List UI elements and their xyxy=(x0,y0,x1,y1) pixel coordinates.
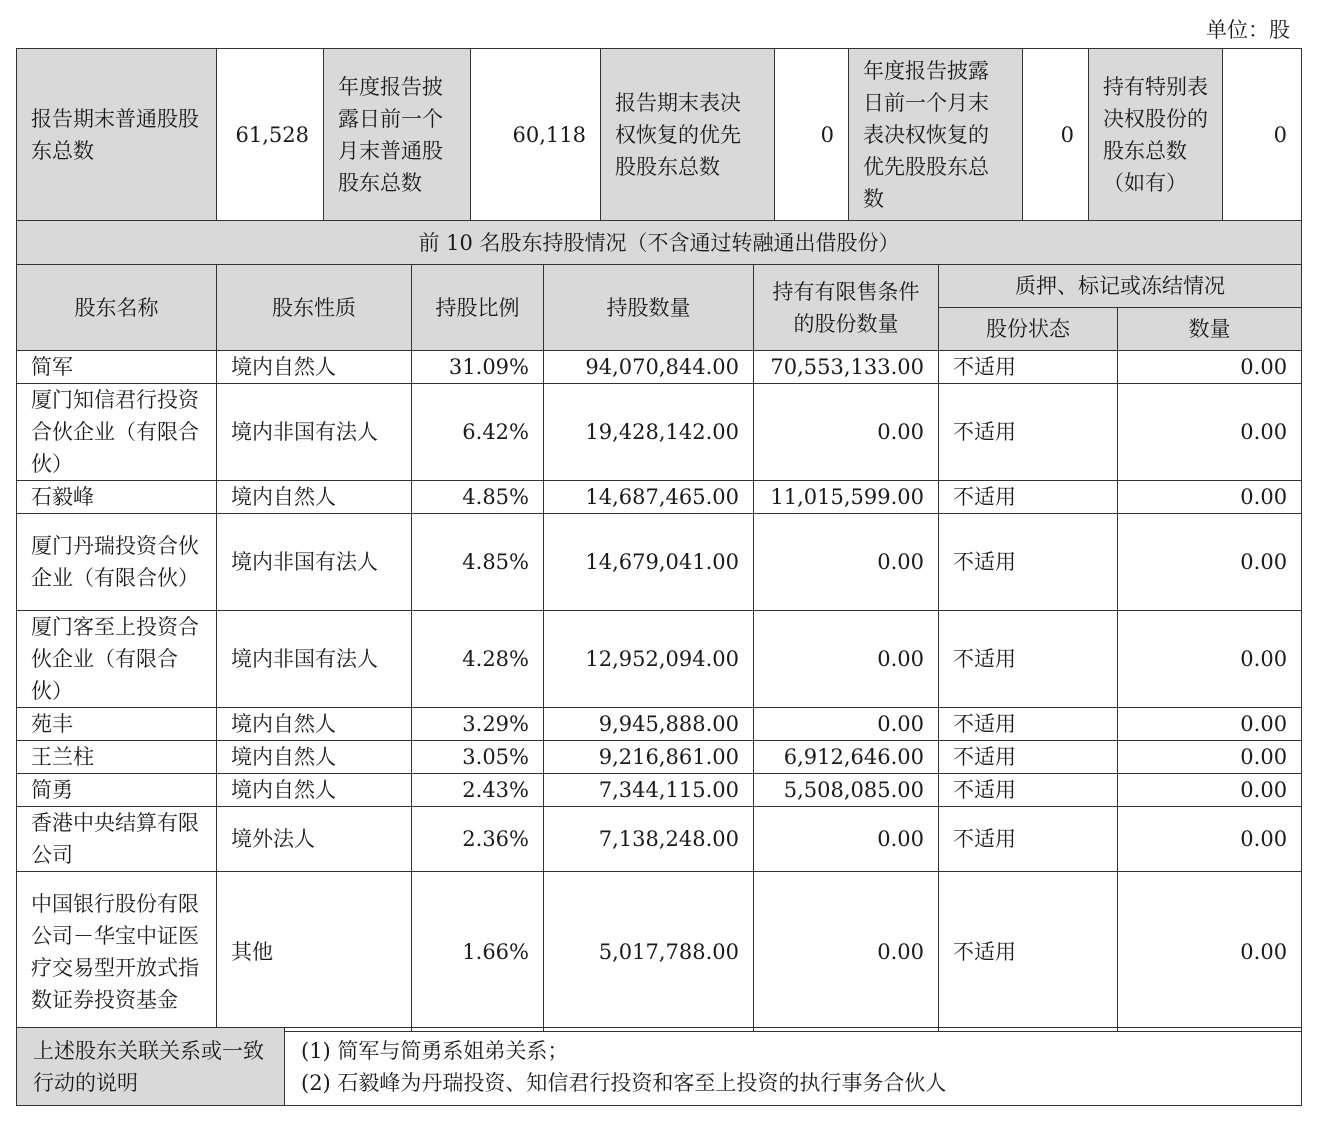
holder-nature-cell: 境外法人 xyxy=(217,807,412,872)
holding-ratio-cell: 4.85% xyxy=(412,514,544,611)
relation-note-content xyxy=(285,1028,1302,1106)
holding-ratio-cell: 1.66% xyxy=(412,872,544,1032)
holding-quantity-cell: 9,216,861.00 xyxy=(544,741,754,774)
holder-name-cell: 厦门丹瑞投资合伙企业（有限合伙） xyxy=(17,514,217,611)
unit-label: 单位：股 xyxy=(1206,18,1290,42)
table-row xyxy=(17,774,1302,807)
table-row xyxy=(17,872,1302,1032)
holding-quantity-cell: 14,687,465.00 xyxy=(544,481,754,514)
holder-name-cell: 厦门客至上投资合伙企业（有限合伙） xyxy=(17,611,217,708)
pledge-status-cell: 不适用 xyxy=(939,384,1118,481)
restricted-quantity-cell: 5,508,085.00 xyxy=(754,774,939,807)
holding-ratio-cell: 2.36% xyxy=(412,807,544,872)
restricted-quantity-cell: 11,015,599.00 xyxy=(754,481,939,514)
header-holder-name: 股东名称 xyxy=(17,265,217,351)
summary-value-special-voting: 0 xyxy=(1223,49,1302,221)
restricted-quantity-cell: 0.00 xyxy=(754,807,939,872)
holding-ratio-cell: 4.28% xyxy=(412,611,544,708)
table-row xyxy=(17,708,1302,741)
pledge-quantity-cell: 0.00 xyxy=(1118,351,1302,384)
pledge-quantity-cell: 0.00 xyxy=(1118,741,1302,774)
holder-name-cell: 简军 xyxy=(17,351,217,384)
pledge-quantity-cell: 0.00 xyxy=(1118,807,1302,872)
holding-ratio-cell: 3.29% xyxy=(412,708,544,741)
holder-nature-cell: 境内自然人 xyxy=(217,481,412,514)
pledge-status-cell: 不适用 xyxy=(939,741,1118,774)
relation-note-table xyxy=(16,1027,1302,1106)
holder-nature-cell: 境内自然人 xyxy=(217,351,412,384)
table-row xyxy=(17,384,1302,481)
table-row xyxy=(17,481,1302,514)
holder-name-cell: 王兰柱 xyxy=(17,741,217,774)
pledge-quantity-cell: 0.00 xyxy=(1118,384,1302,481)
holder-name-cell: 香港中央结算有限公司 xyxy=(17,807,217,872)
header-pledge-status: 股份状态 xyxy=(939,308,1118,351)
summary-value-preferred-holders: 0 xyxy=(775,49,849,221)
summary-label-prior-month-preferred: 年度报告披露日前一个月末表决权恢复的优先股股东总数 xyxy=(849,49,1023,221)
restricted-quantity-cell: 0.00 xyxy=(754,384,939,481)
restricted-quantity-cell: 0.00 xyxy=(754,514,939,611)
header-holder-nature: 股东性质 xyxy=(217,265,412,351)
pledge-quantity-cell: 0.00 xyxy=(1118,611,1302,708)
header-pledge-group: 质押、标记或冻结情况 xyxy=(939,265,1302,308)
holding-ratio-cell: 6.42% xyxy=(412,384,544,481)
header-holding-ratio: 持股比例 xyxy=(412,265,544,351)
restricted-quantity-cell: 6,912,646.00 xyxy=(754,741,939,774)
holder-nature-cell: 境内非国有法人 xyxy=(217,611,412,708)
restricted-quantity-cell: 0.00 xyxy=(754,708,939,741)
summary-value-total-holders: 61,528 xyxy=(217,49,324,221)
table-row xyxy=(17,741,1302,774)
summary-label-preferred-holders: 报告期末表决权恢复的优先股股东总数 xyxy=(601,49,775,221)
relation-note-line-1: (1) 简军与简勇系姐弟关系； xyxy=(301,1038,569,1063)
holding-quantity-cell: 9,945,888.00 xyxy=(544,708,754,741)
summary-value-prior-month-holders: 60,118 xyxy=(471,49,601,221)
holding-ratio-cell: 31.09% xyxy=(412,351,544,384)
pledge-status-cell: 不适用 xyxy=(939,807,1118,872)
summary-label-total-holders: 报告期末普通股股东总数 xyxy=(17,49,217,221)
holding-ratio-cell: 2.43% xyxy=(412,774,544,807)
holding-quantity-cell: 7,344,115.00 xyxy=(544,774,754,807)
holder-name-cell: 石毅峰 xyxy=(17,481,217,514)
restricted-quantity-cell: 0.00 xyxy=(754,872,939,1032)
pledge-status-cell: 不适用 xyxy=(939,481,1118,514)
header-holding-quantity: 持股数量 xyxy=(544,265,754,351)
table-row xyxy=(17,514,1302,611)
pledge-status-cell: 不适用 xyxy=(939,514,1118,611)
holding-ratio-cell: 3.05% xyxy=(412,741,544,774)
holder-name-cell: 苑丰 xyxy=(17,708,217,741)
top10-title: 前 10 名股东持股情况（不含通过转融通出借股份） xyxy=(17,221,1302,265)
restricted-quantity-cell: 70,553,133.00 xyxy=(754,351,939,384)
summary-label-special-voting: 持有特别表决权股份的股东总数（如有） xyxy=(1089,49,1223,221)
restricted-quantity-cell: 0.00 xyxy=(754,611,939,708)
shareholder-summary-table xyxy=(16,48,1302,221)
holder-name-cell: 厦门知信君行投资合伙企业（有限合伙） xyxy=(17,384,217,481)
holder-nature-cell: 境内自然人 xyxy=(217,774,412,807)
pledge-status-cell: 不适用 xyxy=(939,774,1118,807)
summary-label-prior-month-holders: 年度报告披露日前一个月末普通股股东总数 xyxy=(324,49,471,221)
holder-nature-cell: 境内非国有法人 xyxy=(217,384,412,481)
relation-note-label: 上述股东关联关系或一致行动的说明 xyxy=(17,1028,285,1106)
summary-value-prior-month-preferred: 0 xyxy=(1023,49,1089,221)
pledge-quantity-cell: 0.00 xyxy=(1118,774,1302,807)
relation-note-line-2: (2) 石毅峰为丹瑞投资、知信君行投资和客至上投资的执行事务合伙人 xyxy=(301,1070,947,1095)
holding-quantity-cell: 12,952,094.00 xyxy=(544,611,754,708)
table-row xyxy=(17,807,1302,872)
holding-quantity-cell: 7,138,248.00 xyxy=(544,807,754,872)
holding-ratio-cell: 4.85% xyxy=(412,481,544,514)
holder-nature-cell: 境内自然人 xyxy=(217,741,412,774)
table-row xyxy=(17,611,1302,708)
pledge-status-cell: 不适用 xyxy=(939,872,1118,1032)
table-row xyxy=(17,351,1302,384)
holding-quantity-cell: 94,070,844.00 xyxy=(544,351,754,384)
holder-nature-cell: 境内自然人 xyxy=(217,708,412,741)
pledge-status-cell: 不适用 xyxy=(939,611,1118,708)
holding-quantity-cell: 19,428,142.00 xyxy=(544,384,754,481)
holding-quantity-cell: 5,017,788.00 xyxy=(544,872,754,1032)
pledge-quantity-cell: 0.00 xyxy=(1118,872,1302,1032)
holder-name-cell: 中国银行股份有限公司－华宝中证医疗交易型开放式指数证券投资基金 xyxy=(17,872,217,1032)
pledge-quantity-cell: 0.00 xyxy=(1118,481,1302,514)
top10-shareholders-table xyxy=(16,220,1302,1032)
pledge-status-cell: 不适用 xyxy=(939,351,1118,384)
holder-name-cell: 简勇 xyxy=(17,774,217,807)
holder-nature-cell: 境内非国有法人 xyxy=(217,514,412,611)
pledge-quantity-cell: 0.00 xyxy=(1118,708,1302,741)
holder-nature-cell: 其他 xyxy=(217,872,412,1032)
header-pledge-quantity: 数量 xyxy=(1118,308,1302,351)
pledge-quantity-cell: 0.00 xyxy=(1118,514,1302,611)
header-restricted-quantity: 持有有限售条件的股份数量 xyxy=(754,265,939,351)
pledge-status-cell: 不适用 xyxy=(939,708,1118,741)
holding-quantity-cell: 14,679,041.00 xyxy=(544,514,754,611)
